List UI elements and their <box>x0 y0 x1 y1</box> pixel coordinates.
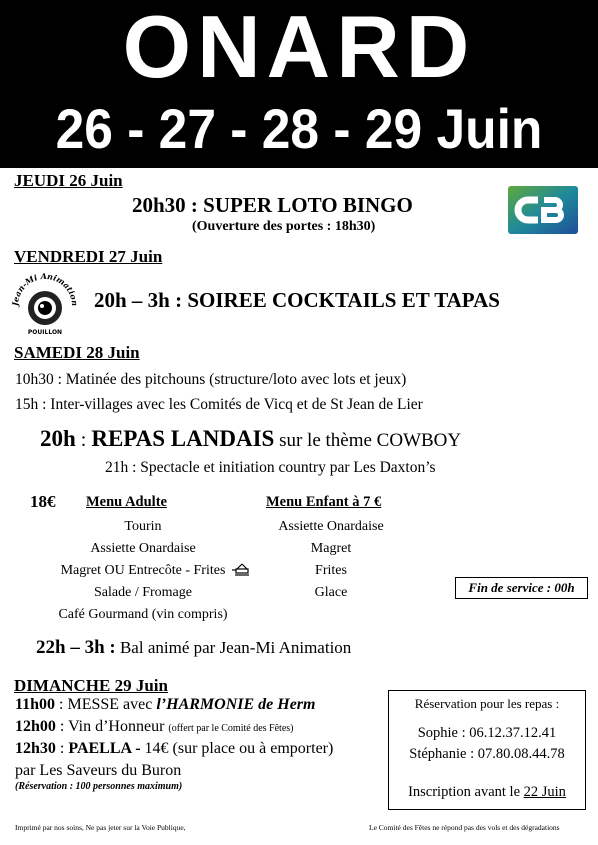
adult-menu-item: Magret OU Entrecôte - Frites <box>60 563 226 578</box>
child-menu-title: Menu Enfant à 7 € <box>266 494 382 510</box>
dinner-time: 20h <box>40 426 76 451</box>
logo-arc-text: an-Mi Animati <box>12 270 77 299</box>
saturday-morning: 10h30 : Matinée des pitchouns (structure/loto avec lots et jeux) <box>15 371 407 388</box>
adult-menu-title: Menu Adulte <box>86 494 167 510</box>
friday-heading: VENDREDI 27 Juin <box>14 247 163 266</box>
ball-time: 22h – 3h : <box>36 637 116 658</box>
reservation-contact: Stéphanie : 07.80.08.44.78 <box>409 746 565 762</box>
child-menu-list <box>256 516 406 604</box>
adult-menu-item: Assiette Onardaise <box>90 541 196 556</box>
adult-menu-item: Tourin <box>124 519 162 534</box>
country-show: 21h : Spectacle et initiation country par Les Daxton’s <box>105 459 436 476</box>
paella-line: 12h30 : PAELLA - 14€ (sur place ou à emporter) <box>15 740 334 757</box>
reservation-title: Réservation pour les repas : <box>414 696 560 711</box>
reservation-box <box>388 690 586 810</box>
poster-dates: 26 - 27 - 28 - 29 Juin <box>55 97 543 160</box>
cb-card-icon <box>508 186 578 234</box>
adult-menu-item: Salade / Fromage <box>94 585 192 600</box>
header-banner <box>0 0 598 168</box>
footer-print-note: Imprimé par nos soins, Ne pas jeter sur la Voie Publique, <box>15 823 186 832</box>
adult-menu-price: 18€ <box>30 492 56 511</box>
adult-menu-item: Café Gourmand (vin compris) <box>58 607 228 622</box>
mass-line: 11h00 : MESSE avec l’HARMONIE de Herm <box>15 696 316 713</box>
ball-text: Bal animé par Jean-Mi Animation <box>115 638 352 657</box>
child-menu-item: Assiette Onardaise <box>278 519 384 534</box>
reservation-deadline: Inscription avant le 22 Juin <box>408 784 566 800</box>
child-menu-item: Magret <box>310 541 352 556</box>
child-menu-item: Frites <box>315 563 347 578</box>
footer-liability-note: Le Comité des Fêtes ne répond pas des vols et des dégradations <box>369 823 560 832</box>
poster-title: ONARD <box>122 0 476 96</box>
service-end-box: Fin de service : 00h <box>455 577 588 599</box>
dinner-line: 20h : REPAS LANDAIS sur le thème COWBOY <box>40 426 462 451</box>
logo-place-text: POUILLON <box>27 329 63 336</box>
thursday-heading: JEUDI 26 Juin <box>14 171 123 190</box>
wine-line: 12h00 : Vin d’Honneur (offert par le Comité des Fêtes) <box>15 718 294 735</box>
menu-choice-icon <box>232 563 252 577</box>
paella-caterer: par Les Saveurs du Buron <box>15 762 182 779</box>
loto-doors: (Ouverture des portes : 18h30) <box>192 219 376 234</box>
saturday-afternoon: 15h : Inter-villages avec les Comités de Vicq et de St Jean de Lier <box>15 396 423 413</box>
dinner-title: REPAS LANDAIS <box>91 426 275 451</box>
child-menu-item: Glace <box>314 585 348 600</box>
adult-menu-list <box>20 516 266 626</box>
paella-note: (Réservation : 100 personnes maximum) <box>15 781 183 792</box>
ball-line <box>36 637 351 659</box>
loto-event: 20h30 : SUPER LOTO BINGO <box>132 193 413 217</box>
reservation-contact: Sophie : 06.12.37.12.41 <box>417 725 557 741</box>
saturday-heading: SAMEDI 28 Juin <box>14 343 140 362</box>
cocktails-event: 20h – 3h : SOIREE COCKTAILS ET TAPAS <box>94 288 500 312</box>
jean-mi-animation-logo <box>12 266 78 336</box>
sunday-heading: DIMANCHE 29 Juin <box>14 676 168 695</box>
dinner-theme: sur le thème COWBOY <box>274 430 462 451</box>
